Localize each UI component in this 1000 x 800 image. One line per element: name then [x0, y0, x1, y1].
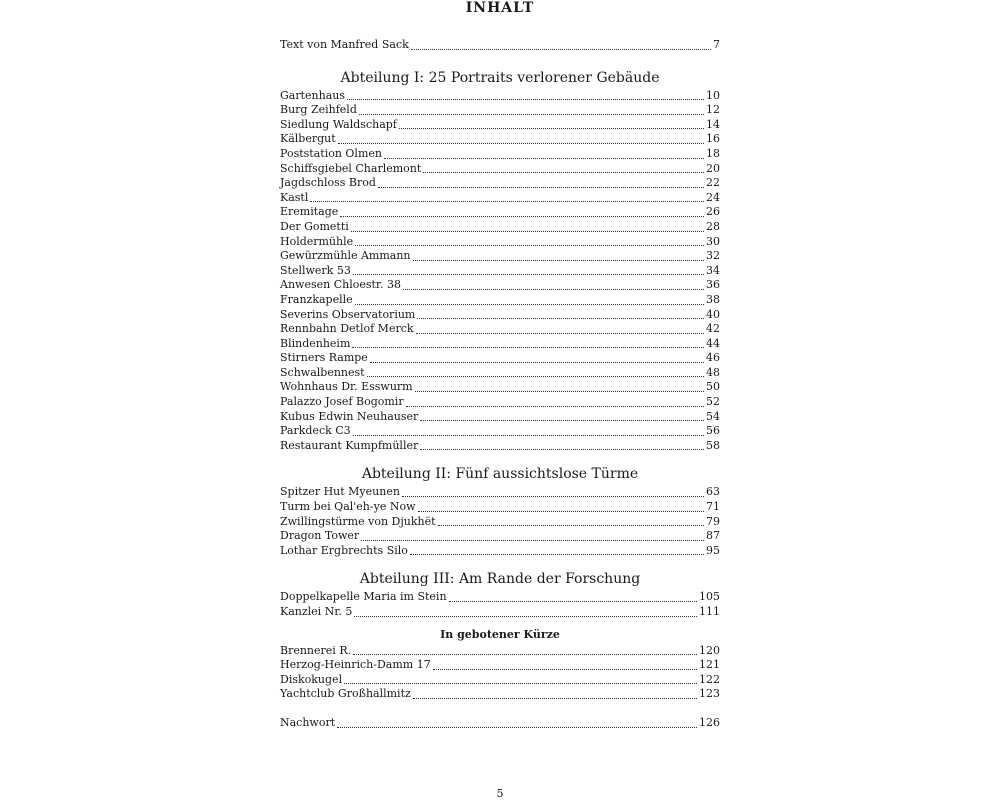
toc-entry-page: 95 — [706, 543, 720, 557]
toc-entry-page: 18 — [706, 146, 720, 160]
dot-leader — [384, 158, 704, 159]
toc-entry — [280, 220, 720, 235]
dot-leader — [417, 318, 704, 319]
toc-entry — [280, 278, 720, 293]
toc-entry-text: Burg Zeihfeld — [280, 103, 357, 117]
toc-entry-page: 32 — [706, 249, 720, 263]
toc-entry-page: 38 — [706, 292, 720, 306]
toc-entry-text: Kälbergut — [280, 132, 336, 146]
dot-leader — [449, 601, 697, 602]
toc-entry — [280, 605, 720, 620]
toc-entry-intro — [280, 38, 720, 53]
page-title: INHALT — [465, 0, 535, 16]
toc-entry-page: 20 — [706, 161, 720, 175]
toc-entry — [280, 485, 720, 500]
toc-entry — [280, 308, 720, 323]
toc-entry-text: Doppelkapelle Maria im Stein — [280, 590, 447, 604]
toc-entry — [280, 337, 720, 352]
toc-entry-page: 40 — [706, 307, 720, 321]
section-heading-2: Abteilung II: Fünf aussichtslose Türme — [361, 466, 639, 483]
dot-leader — [438, 525, 704, 526]
dot-leader — [353, 654, 697, 655]
dot-leader — [344, 683, 697, 684]
toc-entry-page: 30 — [706, 234, 720, 248]
toc-entry-text: Eremitage — [280, 205, 339, 219]
toc-entry — [280, 147, 720, 162]
toc-entry-text: Yachtclub Großhallmitz — [280, 687, 411, 701]
dot-leader — [423, 172, 704, 173]
toc-entry-text: Wohnhaus Dr. Esswurm — [280, 380, 413, 394]
toc-entry — [280, 118, 720, 133]
toc-entry-page: 79 — [706, 514, 720, 528]
dot-leader — [403, 289, 704, 290]
toc-entry-page: 122 — [699, 672, 720, 686]
toc-entry-text: Restaurant Kumpfmüller — [280, 438, 419, 452]
toc-entry-text: Herzog-Heinrich-Damm 17 — [280, 658, 431, 672]
toc-entry-page: 54 — [706, 409, 720, 423]
section-heading-3: Abteilung III: Am Rande der Forschung — [359, 571, 641, 588]
toc-entry-page: 14 — [706, 117, 720, 131]
dot-leader — [337, 727, 697, 728]
toc-entry-page: 46 — [706, 351, 720, 365]
toc-entry-page: 87 — [706, 529, 720, 543]
toc-entry-page: 126 — [699, 715, 720, 729]
dot-leader — [355, 304, 704, 305]
toc-entry-text: Holdermühle — [280, 234, 354, 248]
toc-entry-text: Schiffsgiebel Charlemont — [280, 161, 422, 175]
toc-entry — [280, 205, 720, 220]
toc-entry — [280, 366, 720, 381]
toc-entry — [280, 322, 720, 337]
dot-leader — [433, 669, 697, 670]
toc-entry — [280, 162, 720, 177]
dot-leader — [420, 449, 704, 450]
toc-entry-text: Der Gometti — [280, 219, 349, 233]
toc-entry-page: 63 — [706, 485, 720, 499]
dot-leader — [353, 435, 704, 436]
toc-entry-page: 48 — [706, 365, 720, 379]
toc-entry-page: 123 — [699, 687, 720, 701]
dot-leader — [402, 496, 704, 497]
toc-entry-text: Siedlung Waldschapf — [280, 117, 397, 131]
toc-entry — [280, 410, 720, 425]
toc-entry-epilogue — [280, 716, 720, 731]
toc-entry-page: 111 — [699, 605, 720, 618]
section-1-entries — [280, 89, 720, 454]
dot-leader — [413, 698, 697, 699]
toc-entry-text: Text von Manfred Sack — [280, 38, 409, 51]
toc-entry-page: 16 — [706, 132, 720, 146]
toc-entry-text: Nachwort — [280, 715, 336, 729]
toc-entry — [280, 515, 720, 530]
toc-entry — [280, 424, 720, 439]
toc-entry — [280, 249, 720, 264]
toc-entry-page: 10 — [706, 88, 720, 102]
dot-leader — [411, 49, 711, 50]
dot-leader — [406, 406, 704, 407]
toc-entry-page: 12 — [706, 103, 720, 117]
toc-entry-text: Schwalbennest — [280, 365, 365, 379]
toc-entry-text: Palazzo Josef Bogomir — [280, 395, 404, 409]
section-3-entries — [280, 590, 720, 619]
toc-entry-page: 7 — [713, 38, 720, 51]
toc-entry — [280, 544, 720, 559]
dot-leader — [353, 274, 704, 275]
toc-entry-text: Turm bei Qal'eh-ye Now — [280, 500, 416, 514]
subsection-heading: In gebotener Kürze — [440, 627, 560, 641]
toc-entry — [280, 264, 720, 279]
dot-leader — [347, 99, 704, 100]
toc-entry-text: Parkdeck C3 — [280, 424, 351, 438]
toc-entry — [280, 191, 720, 206]
section-2-entries — [280, 485, 720, 558]
dot-leader — [351, 231, 704, 232]
toc-entry-page: 44 — [706, 336, 720, 350]
toc-entry — [280, 293, 720, 308]
toc-entry-page: 58 — [706, 438, 720, 452]
toc-entry-page: 42 — [706, 322, 720, 336]
toc-entry-page: 24 — [706, 190, 720, 204]
toc-entry — [280, 439, 720, 454]
dot-leader — [370, 362, 704, 363]
toc-entry-text: Severins Observatorium — [280, 307, 416, 321]
toc-entry — [280, 500, 720, 515]
toc-entry-text: Zwillingstürme von Djukhët — [280, 514, 436, 528]
toc-entry-page: 22 — [706, 176, 720, 190]
toc-entry — [280, 176, 720, 191]
dot-leader — [310, 201, 704, 202]
dot-leader — [338, 143, 704, 144]
toc-entry-text: Poststation Olmen — [280, 146, 382, 160]
toc-entry-text: Diskokugel — [280, 672, 343, 686]
toc-entry-text: Rennbahn Detlof Merck — [280, 322, 414, 336]
dot-leader — [361, 540, 704, 541]
toc-entry-text: Kastl — [280, 190, 309, 204]
toc-entry — [280, 89, 720, 104]
toc-entry-text: Lothar Ergbrechts Silo — [280, 543, 408, 557]
toc-entry-page: 121 — [699, 658, 720, 672]
toc-entry-page: 36 — [706, 278, 720, 292]
dot-leader — [418, 511, 705, 512]
dot-leader — [415, 391, 704, 392]
section-heading-1: Abteilung I: 25 Portraits verlorener Gebäude — [340, 69, 660, 86]
dot-leader — [399, 128, 704, 129]
toc-entry-text: Stellwerk 53 — [280, 263, 351, 277]
toc-entry — [280, 529, 720, 544]
toc-entry-text: Brennerei R. — [280, 643, 352, 657]
toc-entry-text: Anwesen Chloestr. 38 — [280, 278, 401, 292]
dot-leader — [355, 245, 704, 246]
dot-leader — [410, 554, 704, 555]
dot-leader — [359, 114, 704, 115]
dot-leader — [340, 216, 704, 217]
toc-entry-text: Stirners Rampe — [280, 351, 368, 365]
toc-entry — [280, 132, 720, 147]
toc-entry — [280, 590, 720, 605]
toc-entry-text: Gartenhaus — [280, 88, 345, 102]
toc-entry-page: 52 — [706, 395, 720, 409]
dot-leader — [367, 376, 704, 377]
dot-leader — [416, 333, 704, 334]
toc-entry-text: Kanzlei Nr. 5 — [280, 605, 353, 618]
toc-entry-text: Dragon Tower — [280, 529, 360, 543]
toc-entry-text: Gewürzmühle Ammann — [280, 249, 411, 263]
toc-entry-page: 28 — [706, 219, 720, 233]
toc-entry-text: Blindenheim — [280, 336, 351, 350]
toc-entry-page: 105 — [699, 590, 720, 604]
subsection-entries — [280, 644, 720, 702]
toc-entry-text: Franzkapelle — [280, 292, 353, 306]
toc-entry-text: Spitzer Hut Myeunen — [280, 485, 400, 499]
toc-entry — [280, 103, 720, 118]
toc-entry-text: Jagdschloss Brod — [280, 176, 376, 190]
toc-entry-page: 26 — [706, 205, 720, 219]
toc-entry — [280, 644, 720, 659]
dot-leader — [413, 260, 704, 261]
table-of-contents — [280, 38, 720, 731]
toc-entry-text: Kubus Edwin Neuhauser — [280, 409, 419, 423]
dot-leader — [352, 347, 704, 348]
toc-entry — [280, 235, 720, 250]
toc-entry-page: 56 — [706, 424, 720, 438]
toc-entry-page: 34 — [706, 263, 720, 277]
toc-entry-page: 50 — [706, 380, 720, 394]
page-number: 5 — [496, 787, 504, 800]
toc-entry — [280, 395, 720, 410]
toc-entry — [280, 351, 720, 366]
toc-entry-page: 71 — [706, 500, 720, 514]
dot-leader — [420, 420, 704, 421]
toc-entry-page: 120 — [699, 643, 720, 657]
toc-entry — [280, 673, 720, 688]
dot-leader — [378, 187, 704, 188]
toc-entry — [280, 687, 720, 702]
toc-entry — [280, 380, 720, 395]
dot-leader — [354, 616, 697, 617]
toc-entry — [280, 658, 720, 673]
